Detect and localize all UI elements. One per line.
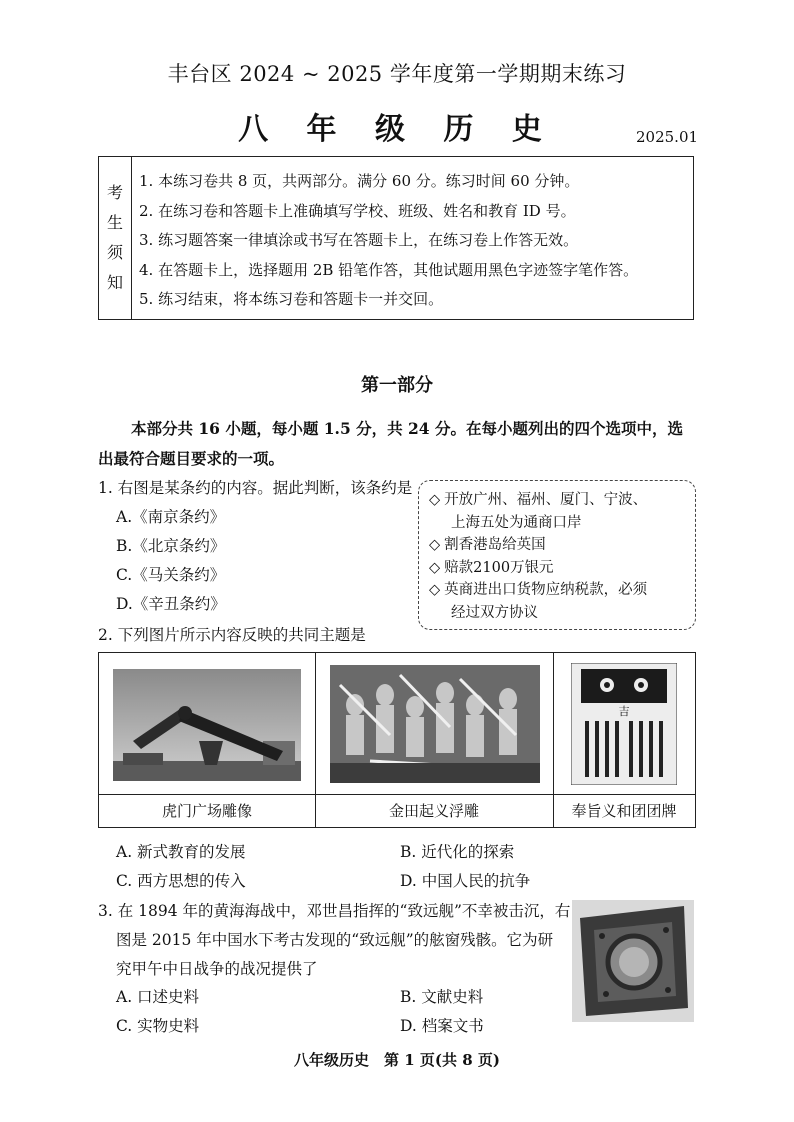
notice-label-char: 考 [106, 183, 123, 202]
boxer-plaque-cell [553, 653, 695, 827]
diamond-bullet-icon: ◇ [429, 582, 441, 598]
q1-option-a: A.《南京条约》 [116, 508, 226, 526]
q2-stem: 2. 下列图片所示内容反映的共同主题是 [98, 626, 366, 644]
boxer-plaque-image [571, 663, 677, 785]
q1-stem: 1. 右图是某条约的内容。据此判断，该条约是 [98, 479, 413, 497]
notice-label-char: 生 [106, 213, 123, 232]
q2-option-a: A. 新式教育的发展 [116, 843, 246, 861]
q3-option-d: D. 档案文书 [400, 1017, 484, 1035]
section-title: 第一部分 [361, 375, 433, 396]
svg-text:吉: 吉 [618, 705, 630, 718]
notice-list [139, 167, 638, 315]
treaty-clause: 英商进出口货物应纳税款，必须 [444, 582, 648, 598]
q3-stem-line3: 究甲午中日战争的战况提供了 [116, 960, 318, 978]
section-intro: 本部分共 16 小题，每小题 1.5 分，共 24 分。在每小题列出的四个选项中，选出最符合题目要求的一项。 [98, 419, 683, 468]
q2-option-c: C. 西方思想的传入 [116, 872, 246, 890]
notice-label [99, 157, 132, 319]
subject-title: 八 年 级 历 史 [238, 112, 556, 147]
humen-statue-image [113, 669, 301, 781]
jintian-relief-cell [315, 653, 553, 827]
q1-option-d: D.《辛丑条约》 [116, 595, 226, 613]
page-footer: 八年级历史 第 1 页(共 8 页) [294, 1051, 500, 1069]
notice-label-char: 须 [106, 243, 123, 262]
treaty-content-box [418, 480, 696, 630]
q2-option-d: D. 中国人民的抗争 [400, 872, 531, 890]
notice-item: 3. 练习题答案一律填涂或书写在答题卡上，在练习卷上作答无效。 [139, 231, 579, 250]
exam-date: 2025.01 [636, 128, 699, 146]
q3-option-a: A. 口述史料 [116, 988, 200, 1006]
notice-item: 5. 练习结束，将本练习卷和答题卡一并交回。 [139, 290, 444, 309]
q1-option-b: B.《北京条约》 [116, 537, 226, 555]
notice-item: 2. 在练习卷和答题卡上准确填写学校、班级、姓名和教育 ID 号。 [139, 201, 576, 220]
humen-statue-cell [99, 653, 315, 827]
q2-image-table [98, 652, 696, 828]
notice-label-char: 知 [106, 273, 123, 292]
q3-stem-line1: 3. 在 1894 年的黄海海战中，邓世昌指挥的“致远舰”不幸被击沉，右 [98, 902, 571, 920]
notice-item: 4. 在答题卡上，选择题用 2B 铅笔作答，其他试题用黑色字迹签字笔作答。 [139, 260, 639, 279]
treaty-clause: 开放广州、福州、厦门、宁波、 [444, 492, 648, 508]
exam-notice-box [98, 156, 694, 320]
treaty-clause: 经过双方协议 [451, 604, 538, 621]
diamond-bullet-icon: ◇ [429, 559, 441, 576]
diamond-bullet-icon: ◇ [429, 492, 441, 508]
treaty-clause: 上海五处为通商口岸 [451, 514, 582, 531]
q3-stem-line2: 图是 2015 年中国水下考古发现的“致远舰”的舷窗残骸。它为研 [116, 931, 554, 949]
porthole-wreckage-image [572, 900, 694, 1022]
diamond-bullet-icon: ◇ [429, 537, 441, 553]
q3-option-c: C. 实物史料 [116, 1017, 200, 1035]
q3-option-b: B. 文献史料 [400, 988, 484, 1006]
q2-option-b: B. 近代化的探索 [400, 843, 515, 861]
caption-jintian-relief: 金田起义浮雕 [315, 794, 553, 827]
exam-title: 丰台区 2024 ~ 2025 学年度第一学期期末练习 [167, 62, 627, 86]
q1-option-c: C.《马关条约》 [116, 566, 226, 584]
caption-boxer-plaque: 奉旨义和团团牌 [553, 794, 695, 827]
caption-humen-statue: 虎门广场雕像 [99, 794, 315, 827]
notice-item: 1. 本练习卷共 8 页，共两部分。满分 60 分。练习时间 60 分钟。 [139, 172, 580, 190]
treaty-clause: 赔款2100万银元 [444, 559, 554, 576]
jintian-relief-image [330, 665, 540, 783]
treaty-clause: 割香港岛给英国 [444, 537, 546, 553]
